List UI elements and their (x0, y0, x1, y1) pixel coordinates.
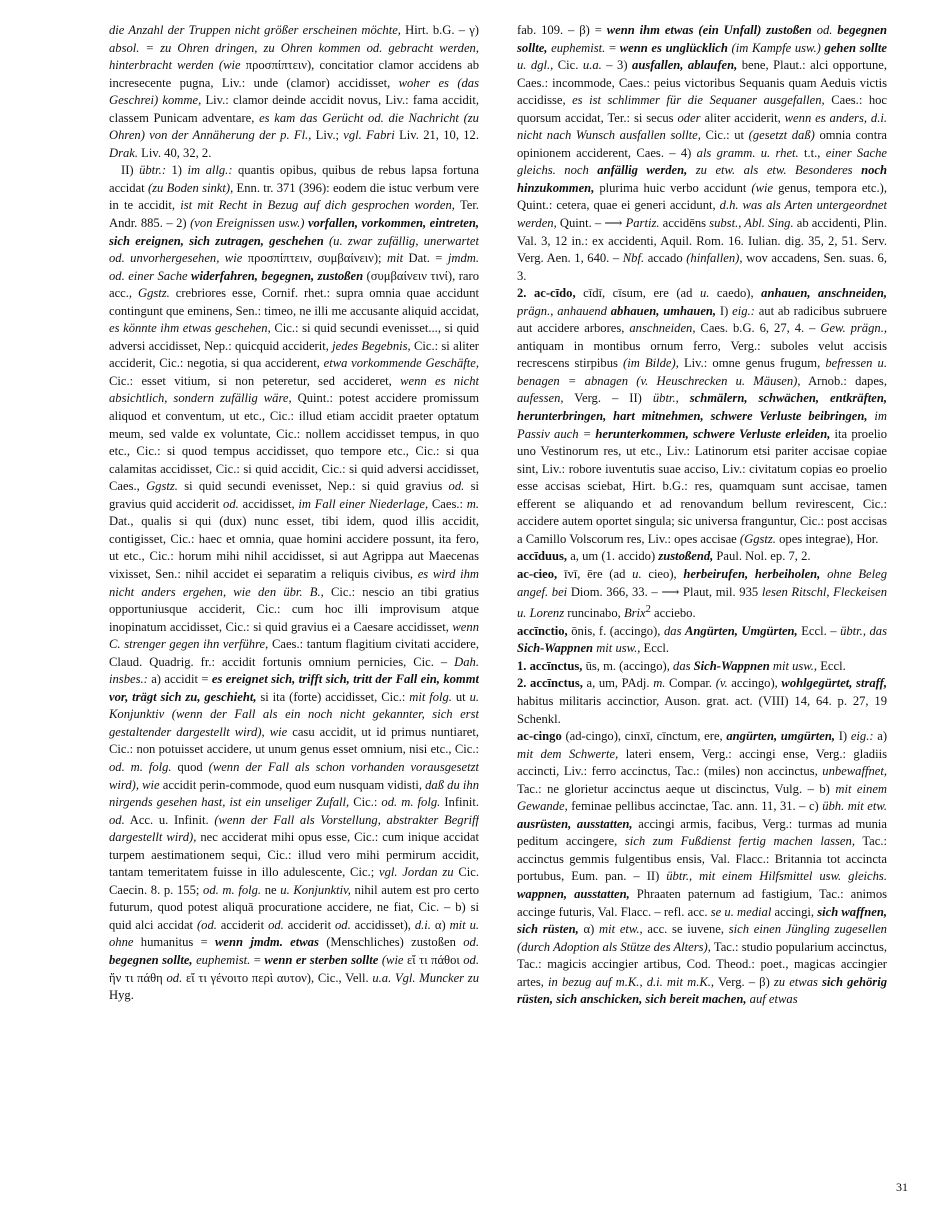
dictionary-entry: accīnctio, ōnis, f. (accingo), das Angürten, Umgürten, Eccl. – übtr., das Sich-Wappnen mit usw., Eccl. (517, 623, 887, 656)
dictionary-entry: fab. 109. – β) = wenn ihm etwas (ein Unfall) zustoßen od. begegnen sollte, euphemist. = wenn es unglücklich (im Kampfe usw.) gehen sollte u. dgl., Cic. u.a. – 3) ausfallen, ablaufen, bene, Plaut.: alci opportune, Caes.: incommode, Caes.: peius victoribus Sequanis quam Aeduis victis accidisse, es ist schlimmer für die Sequaner ausgefallen, Caes.: hoc quorsum accidat, Ter.: si secus oder aliter acciderit, wenn es anders, d.i. nicht nach Wunsch ausfallen sollte, Cic.: ut (gesetzt daß) omnia contra opinionem acciderent, Caes. – 4) als gramm. u. rhet. t.t., einer Sache gleichs. noch anfällig werden, zu etw. als etw. Besonderes noch hinzukommen, plurima huic verbo accidunt (wie genus, tempora etc.), Quint.: cetera, quae ei generi accidunt, d.h. was als Arten untergeordnet werden, Quint. – ⟶ Partiz. accidēns subst., Abl. Sing. ab accidenti, Plin. Val. 3, 12 in.: ex accidenti, Aquil. Rom. 16. Iulian. dig. 35, 2, 51. Serv. Verg. Aen. 1, 640. – Nbf. accado (hinfallen), wov accadens, Sen. suas. 6, 3. (517, 23, 887, 283)
dictionary-entry: 2. ac-cīdo, cīdī, cīsum, ere (ad u. caedo), anhauen, anschneiden, prägn., anhauend abhauen, umhauen, I) eig.: aut ab radicibus subruere aut accidere arbores, anschneiden, Caes. b.G. 6, 27, 4. – Gew. prägn., antiquam in montibus ornum ferro, Verg.: suboles velut accisis recrescens stirpibus (im Bilde), Liv.: omne genus frugum, befressen u. benagen = abnagen (v. Heuschrecken u. Mäusen), Arnob.: dapes, aufessen, Verg. – II) übtr., schmälern, schwächen, entkräften, herunterbringen, hart mitnehmen, schwere Verluste beibringen, im Passiv auch = herunterkommen, schwere Verluste erleiden, ita proelio uno Vestinorum res, ut etc., Liv.: Latinorum etsi pariter accisae copiae sint, Liv.: robore iuventutis suae acciso, Liv.: civitatum copias eo proelio esse accisas sciebat, Hirt. b.G.: res, quamquam sunt accisae, tamen efferent se aliquando et ad renovandum bellum revirescent, Cic.: accidere autem oportet singula; sic universa franguntur, Cic.: post accisas a Camillo Volscorum res, Liv.: opes accisae (Ggstz. opes integrae), Hor. (517, 286, 887, 546)
dictionary-entry: accīduus, a, um (1. accido) zustoßend, Paul. Nol. ep. 7, 2. (517, 549, 811, 564)
dictionary-entry: die Anzahl der Truppen nicht größer erscheinen möchte, Hirt. b.G. – γ) absol. = zu Ohren dringen, zu Ohren kommen od. gebracht werden, hinterbracht werden (wie προσπίπτειν), concitatior clamor accidens ab incresecente pugna, Liv.: unde (clamor) accidisset, woher es (das Geschrei) komme, Liv.: clamor deinde accidit novus, Liv.: fama accidit, classem Punicam adventare, es kam das Gerücht od. die Nachricht (zu Ohren) von der Annäherung der p. Fl., Liv.; vgl. Fabri Liv. 21, 10, 12. Drak. Liv. 40, 32, 2. (109, 23, 479, 160)
right-column (517, 22, 887, 1177)
page-number: 31 (896, 1180, 908, 1194)
dictionary-entry: ac-cieo, īvī, ēre (ad u. cieo), herbeirufen, herbeiholen, ohne Beleg angef. bei Diom. 366, 33. – ⟶ Plaut, mil. 935 lesen Ritschl, Fleckeisen u. Lorenz runcinabo, Brix$^2$ acciebo. (517, 566, 887, 621)
left-column (109, 22, 479, 1177)
dictionary-entry: ac-cingo (ad-cingo), cinxī, cīnctum, ere, angürten, umgürten, I) eig.: a) mit dem Schwerte, lateri ensem, Verg.: accingi ense, Verg.: gladiis accincti, Liv.: ferro accinctus, Tac.: (miles) non accinctus, unbewaffnet, Tac.: ne glorietur accinctus aeque ut discinctus, Vulg. – b) mit einem Gewande, feminae pellibus accinctae, Tac. ann. 11, 31. – c) übh. mit etw. ausrüsten, ausstatten, accingi armis, facibus, Verg.: turmas ad munia peditum accingere, sich zum Fußdienst fertig machen lassen, Tac.: accinctus gemmis fulgentibus ensis, Val. Flacc.: Britannia tot accincta portubus, Eum. pan. – II) übtr., mit einem Hilfsmittel usw. gleichs. wappnen, ausstatten, Phraaten paternum ad fastigium, Tac.: animos accinge futuris, Val. Flacc. – refl. acc. se u. medial accingi, sich waffnen, sich rüsten, α) mit etw., acc. se iuvene, sich einen Jüngling zugesellen (durch Adoption als Stütze des Alters), Tac.: studio popularium accinctus, Tac.: magicis accingier artibus, Cod. Theod.: poet., magicas accingier artes, in bezug auf m.K., d.i. mit m.K., Verg. – β) zu etwas sich gehörig rüsten, sich anschicken, sich bereit machen, auf etwas (517, 729, 887, 1007)
dictionary-entry: 2. accīnctus, a, um, PAdj. m. Compar. (v. accingo), wohlgegürtet, straff, habitus militaris accinctior, Auson. grat. act. (VIII) 14, 64. p. 27, 19 Schenkl. (517, 676, 887, 726)
dictionary-entry: II) übtr.: 1) im allg.: quantis opibus, quibus de rebus lapsa fortuna accidat (zu Boden sinkt), Enn. tr. 371 (396): eodem die istuc verbum vere in te accidit, ist mit Recht in Bezug auf dich gesprochen worden, Ter. Andr. 885. – 2) (von Ereignissen usw.) vorfallen, vorkommen, eintreten, sich ereignen, sich zutragen, geschehen (u. zwar zufällig, unerwartet od. unvorhergesehen, wie προσπίπτειν, συμβαίνειν); mit Dat. = jmdm. od. einer Sache widerfahren, begegnen, zustoßen (συμβαίνειν τινί), raro acc., Ggstz. crebriores esse, Cornif. rhet.: supra omnia quae accidunt contingunt que eminens, Sen.: timeo, ne illi me accusante aliquid accidat, es könnte ihm etwas geschehen, Cic.: si quid secundi evenisset..., si quid adversi accidisset, Nep.: quicquid acciderit, jedes Begebnis, Cic.: si aliter acciderit, Cic.: negotia, si qua acciderent, etwa vorkommende Geschäfte, Cic.: esset vitium, si non peteretur, sed accideret, wenn es nicht absichtlich, sondern zufällig wäre, Quint.: potest accidere promissum aliquod et conventum, ut etc., Cic.: illud etiam accidit praeter optatum meum, sed valde ex voluntate, Cic.: nollem accidisset tempus, in quo etc., Cic.: si quod tempus accidisset, quo tempore etc., Cic.: si qua calamitas accidisset, Cic.: si quid accidit, Cic.: si quid adversi accidisset, Caes., Ggstz. si quid secundi evenisset, Nep.: si quid gravius od. si gravius quid acciderit od. accidisset, im Fall einer Niederlage, Caes.: m. Dat., qualis si qui (dux) nunc esset, tibi idem, quod illis accidit, contigisset, Cic.: haec et omnia, quae homini accidere possunt, ita fero, ut etc., Cic.: horum mihi nihil accidisset, si aut Agrippa aut Maecenas vixisset, Sen.: nihil accidet ei separatim a reliquis civibus, es wird ihm nicht anders ergehen, wie den übr. B., Cic.: nescio an tibi gratius opportuniusque acciderit, Cic.: cum hoc illi improvisum atque inopinatum accidisset, Cic.: si quid gravius ei a Caesare accidisset, wenn C. strenger gegen ihn verführe, Caes.: tantum flagitium civitati accidere, Claud. Quadrig. fr.: accidit fortunis omnium pernicies, Cic. – Dah. insbes.: a) accidit = es ereignet sich, trifft sich, tritt der Fall ein, kommt vor, trägt sich zu, geschieht, si ita (forte) accidisset, Cic.: mit folg. ut u. Konjunktiv (wenn der Fall als ein noch nicht gekannter, sich erst gestaltender dargestellt wird), wie casu accidit, ut id primus nuntiaret, Cic.: non potuisset accidere, ut unum genus esset omnium, nisi etc., Cic.: od. m. folg. quod (wenn der Fall als schon vorhanden vorausgesetzt wird), wie accidit perin-commode, quod eum nusquam vidisti, daß du ihn nirgends gesehen hast, ist ein unseliger Zufall, Cic.: od. m. folg. Infinit. od. Acc. u. Infinit. (wenn der Fall als Vorstellung, abstrakter Begriff dargestellt wird), nec acciderat mihi opus esse, Cic.: cum inique accidat turpem aestimationem sequi, Cic.: illud vero mihi permirum accidit, tantam temeritatem fuisse in illo adulescente, Cic.; vgl. Jordan zu Cic. Caecin. 8. p. 155; od. m. folg. ne u. Konjunktiv, nihil autem est pro certo futurum, quod potest aliquā procuratione accidere, ne fiat, Cic. – b) si quid alci accidat (od. acciderit od. acciderit od. accidisset), d.i. α) mit u. ohne humanitus = wenn jmdm. etwas (Menschliches) zustoßen od. begegnen sollte, euphemist. = wenn er sterben sollte (wie εἴ τι πάθοι od. ἤν τι πάθη od. εἴ τι γένοιτο περὶ αυτον), Cic., Vell. u.a. Vgl. Muncker zu Hyg. (109, 163, 479, 1003)
dictionary-entry: 1. accīnctus, ūs, m. (accingo), das Sich-Wappnen mit usw., Eccl. (517, 658, 846, 673)
